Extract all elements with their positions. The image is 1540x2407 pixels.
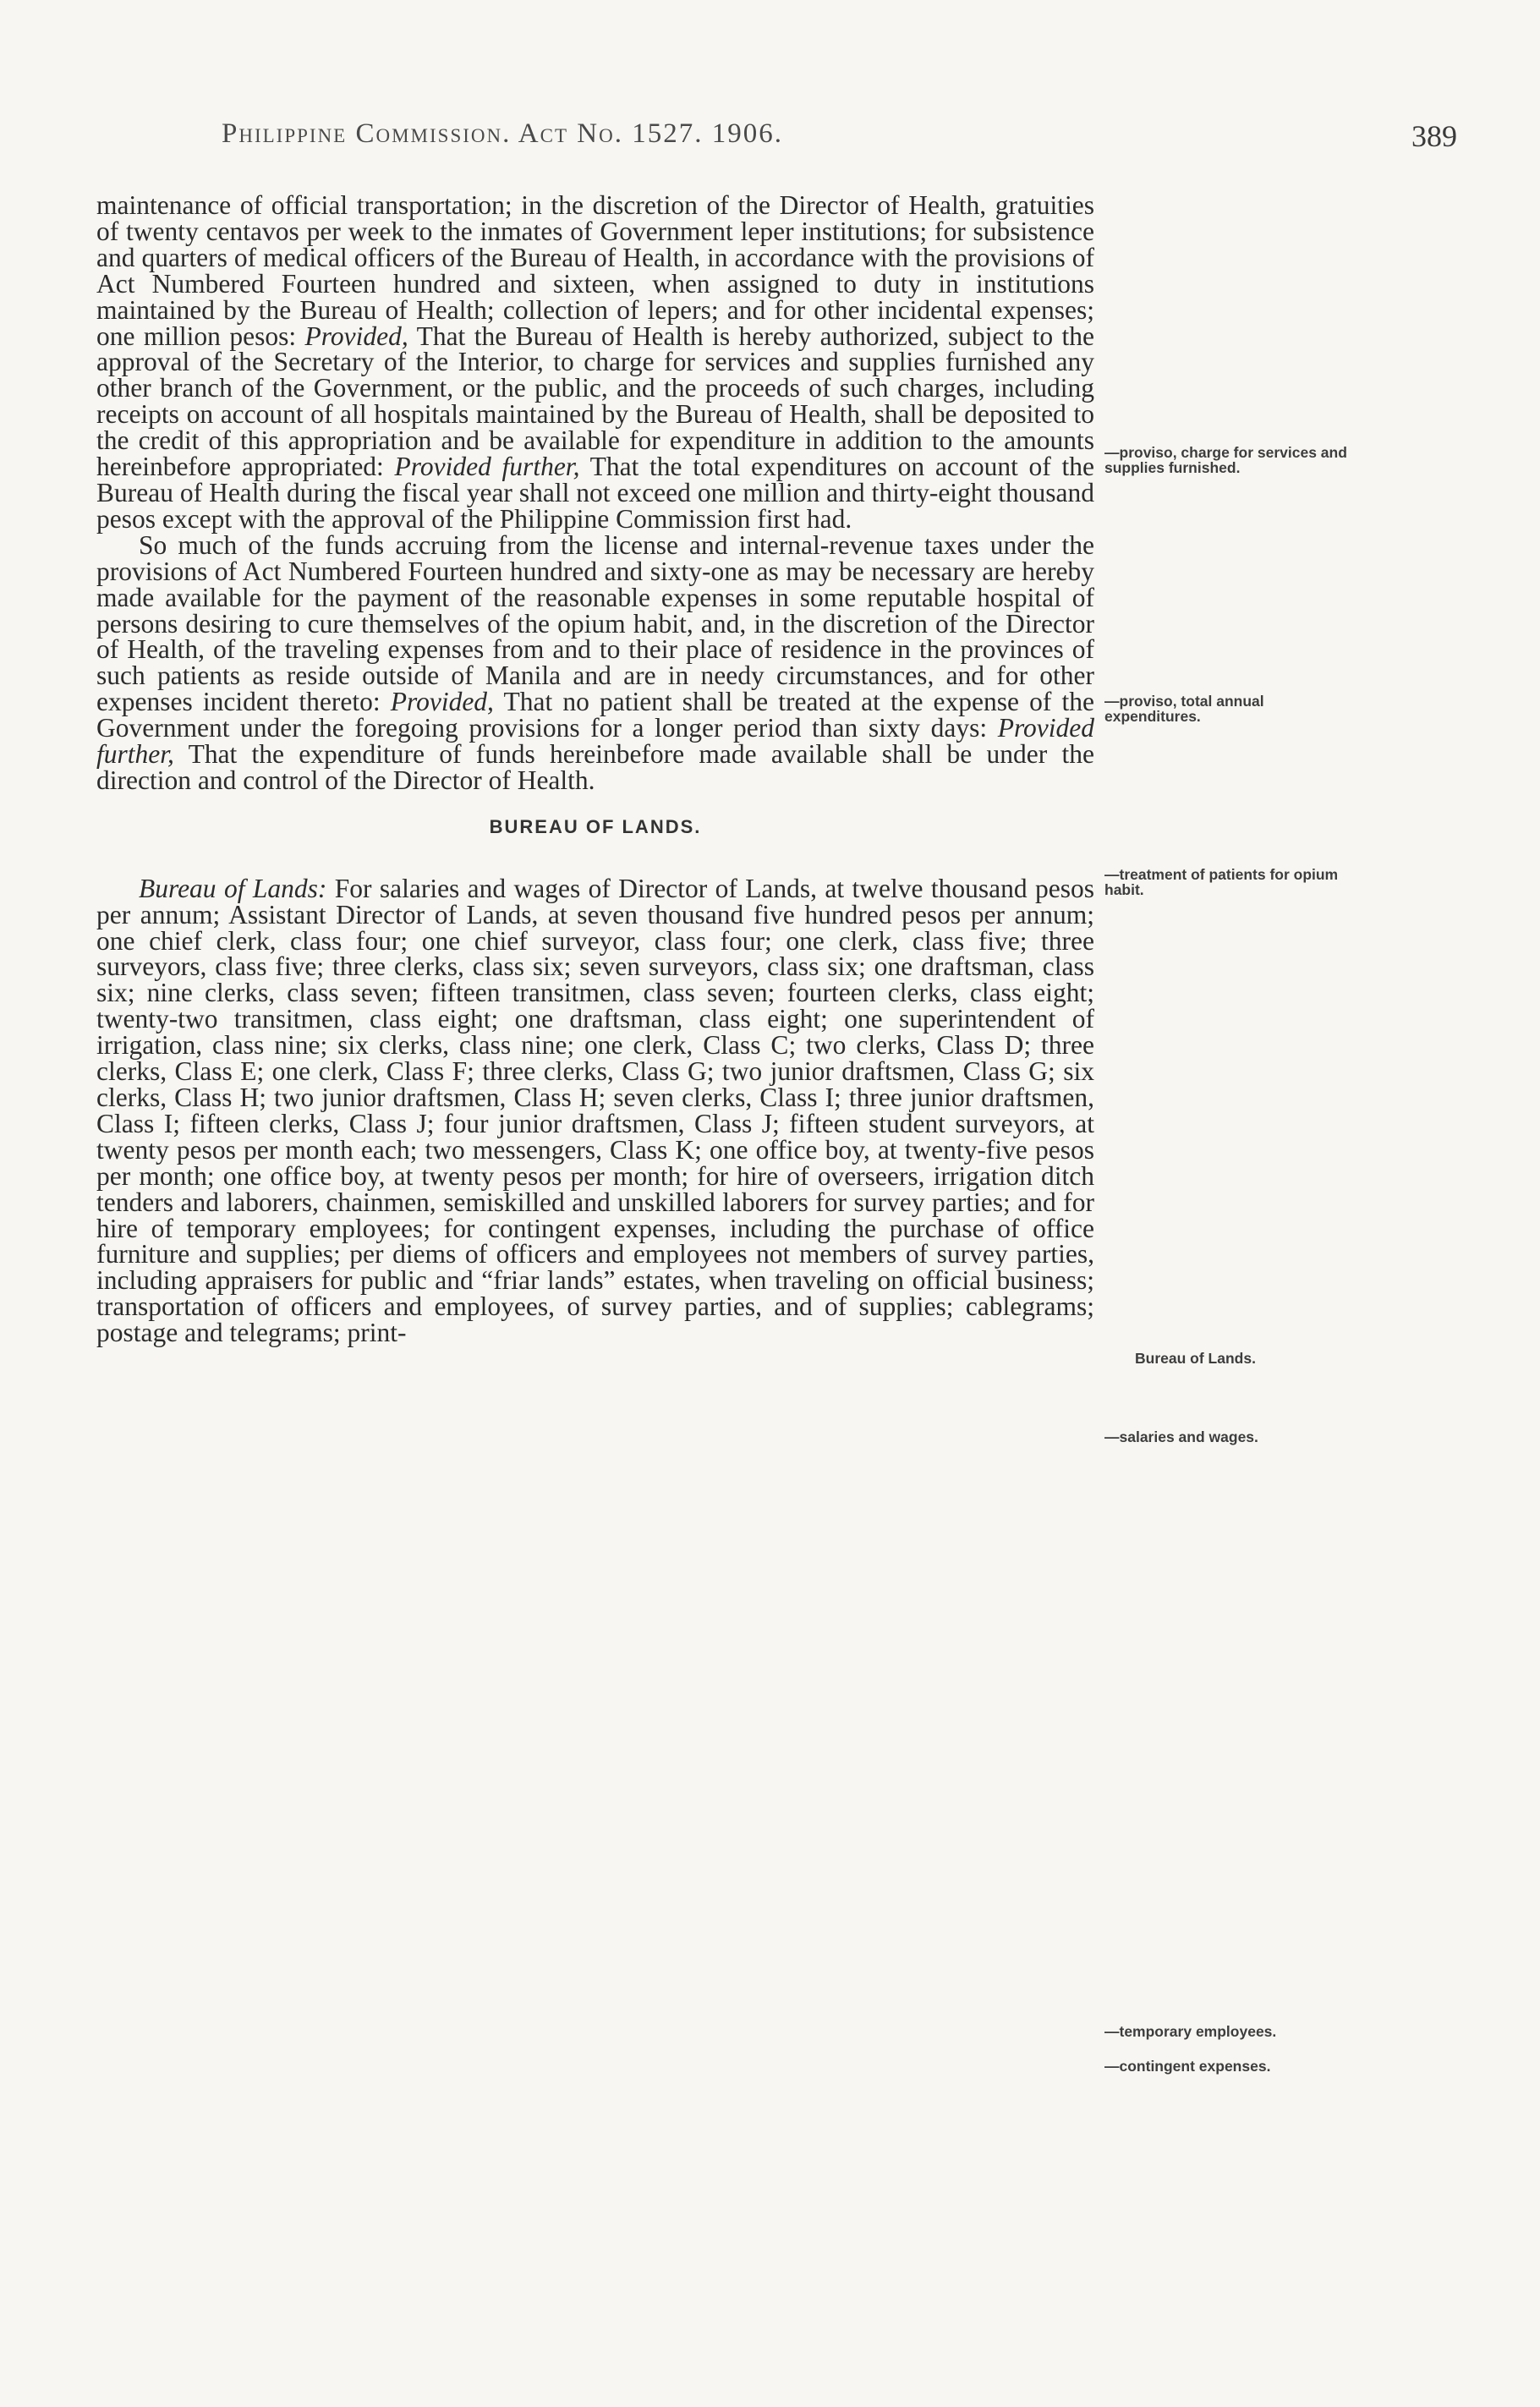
paragraph-text: So much of the funds accruing from the license and internal-revenue taxes under the provisions of Act Numbered Fourteen hundred and sixty-one as may be necessary are hereby made available for the payment of the reasonable expenses in some reputable hospital of persons desiring to cure themselves of the opium habit, and, in the discretion of the Director of Health, of the traveling expenses from and to their place of residence in the provinces of such patients as reside outside of Manila and are in needy circumstances, and for other expenses incident thereto: <box>96 529 1094 717</box>
margin-note-treatment: —treatment of patients for opium habit. <box>1104 866 1339 898</box>
paragraph-text: That the Bureau of Health is hereby authorized, subject to the approval of the Secretary of the Interior, to charge for services and supplies furnished any other branch of the Government, or the public, and the proceeds of such charges, including receipts on account of all hospitals maintained by the Bureau of Health, shall be deposited to the credit of this appropriation and be available for expenditure in addition to the amounts hereinbefore appropriated: <box>96 321 1094 482</box>
paragraph-lead: Bureau of Lands: <box>139 873 327 903</box>
paragraph-text: That the expenditure of funds hereinbefore made available shall be under the direction and control of the Director of Health. <box>96 739 1094 795</box>
page-number: 389 <box>1411 119 1457 153</box>
margin-note-proviso-charge: —proviso, charge for services and supplies furnished. <box>1104 444 1347 476</box>
margin-note-salaries: —salaries and wages. <box>1104 1428 1258 1445</box>
paragraph-text: That no patient shall be treated at the expense of the Government under the foregoing provisions for a longer period than sixty days: <box>96 687 1094 743</box>
proviso-further-label: Provided further, <box>96 713 1094 770</box>
proviso-label: Provided, <box>390 687 494 717</box>
paragraph-text: That the total expenditures on account of the Bureau of Health during the fiscal year shall not exceed one million and thirty-eight thousand pesos except with the approval of the Philippine Commission first had. <box>96 452 1094 534</box>
margin-note-temporary: —temporary employees. <box>1104 2023 1277 2040</box>
paragraph-text: maintenance of official transportation; in the discretion of the Director of Health, gratuities of twenty centavos per week to the inmates of Government leper institutions; for subsistence and quarters of medical officers of the Bureau of Health, in accordance with the provisions of Act Numbered Fourteen hundred and sixteen, when assigned to duty in institutions maintained by the Bureau of Health; collection of lepers; and for other incidental expenses; one million pesos: <box>96 190 1094 351</box>
proviso-further-label: Provided further, <box>394 452 580 482</box>
margin-note-proviso-total: —proviso, total annual expenditures. <box>1104 693 1264 725</box>
main-text-column <box>96 190 1094 1348</box>
margin-note-contingent: —contingent expenses. <box>1104 2058 1271 2075</box>
margin-notes <box>1104 0 1358 2407</box>
paragraph-opium-treatment <box>96 529 1094 795</box>
proviso-label: Provided, <box>304 321 408 351</box>
paragraph-health-appropriation <box>96 190 1094 534</box>
paragraph-bureau-of-lands <box>96 873 1094 1348</box>
margin-note-bureau-lands: Bureau of Lands. <box>1135 1350 1256 1367</box>
section-heading: BUREAU OF LANDS. <box>489 815 702 837</box>
paragraph-text: For salaries and wages of Director of Lands, at twelve thousand pesos per annum; Assistant Director of Lands, at seven thousand five hundred pesos per annum; one chief clerk, class four; one chief surveyor, class four; one clerk, class five; three surveyors, class five; three clerks, class six; seven surveyors, class six; one draftsman, class six; nine clerks, class seven; fifteen transitmen, class seven; fourteen clerks, class eight; twenty-two transitmen, class eight; one draftsman, class eight; one superintendent of irrigation, class nine; six clerks, class nine; one clerk, Class C; two clerks, Class D; three clerks, Class E; one clerk, Class F; three clerks, Class G; two junior draftsmen, Class G; six clerks, Class H; two junior draftsmen, Class H; seven clerks, Class I; three junior draftsmen, Class I; fifteen clerks, Class J; four junior draftsmen, Class J; fifteen student surveyors, at twenty pesos per month each; two messengers, Class K; one office boy, at twenty-five pesos per month; one office boy, at twenty pesos per month; for hire of overseers, irrigation ditch tenders and laborers, chainmen, semiskilled and unskilled laborers for survey parties; and for hire of temporary employees; for contingent expenses, including the purchase of office furniture and supplies; per diems of officers and employees not members of survey parties, including appraisers for public and “friar lands” estates, when traveling on official business; transportation of officers and employees, of survey parties, and of supplies; cablegrams; postage and telegrams; print- <box>96 873 1094 1348</box>
running-title: Philippine Commission. Act No. 1527. 1906. <box>222 118 783 149</box>
